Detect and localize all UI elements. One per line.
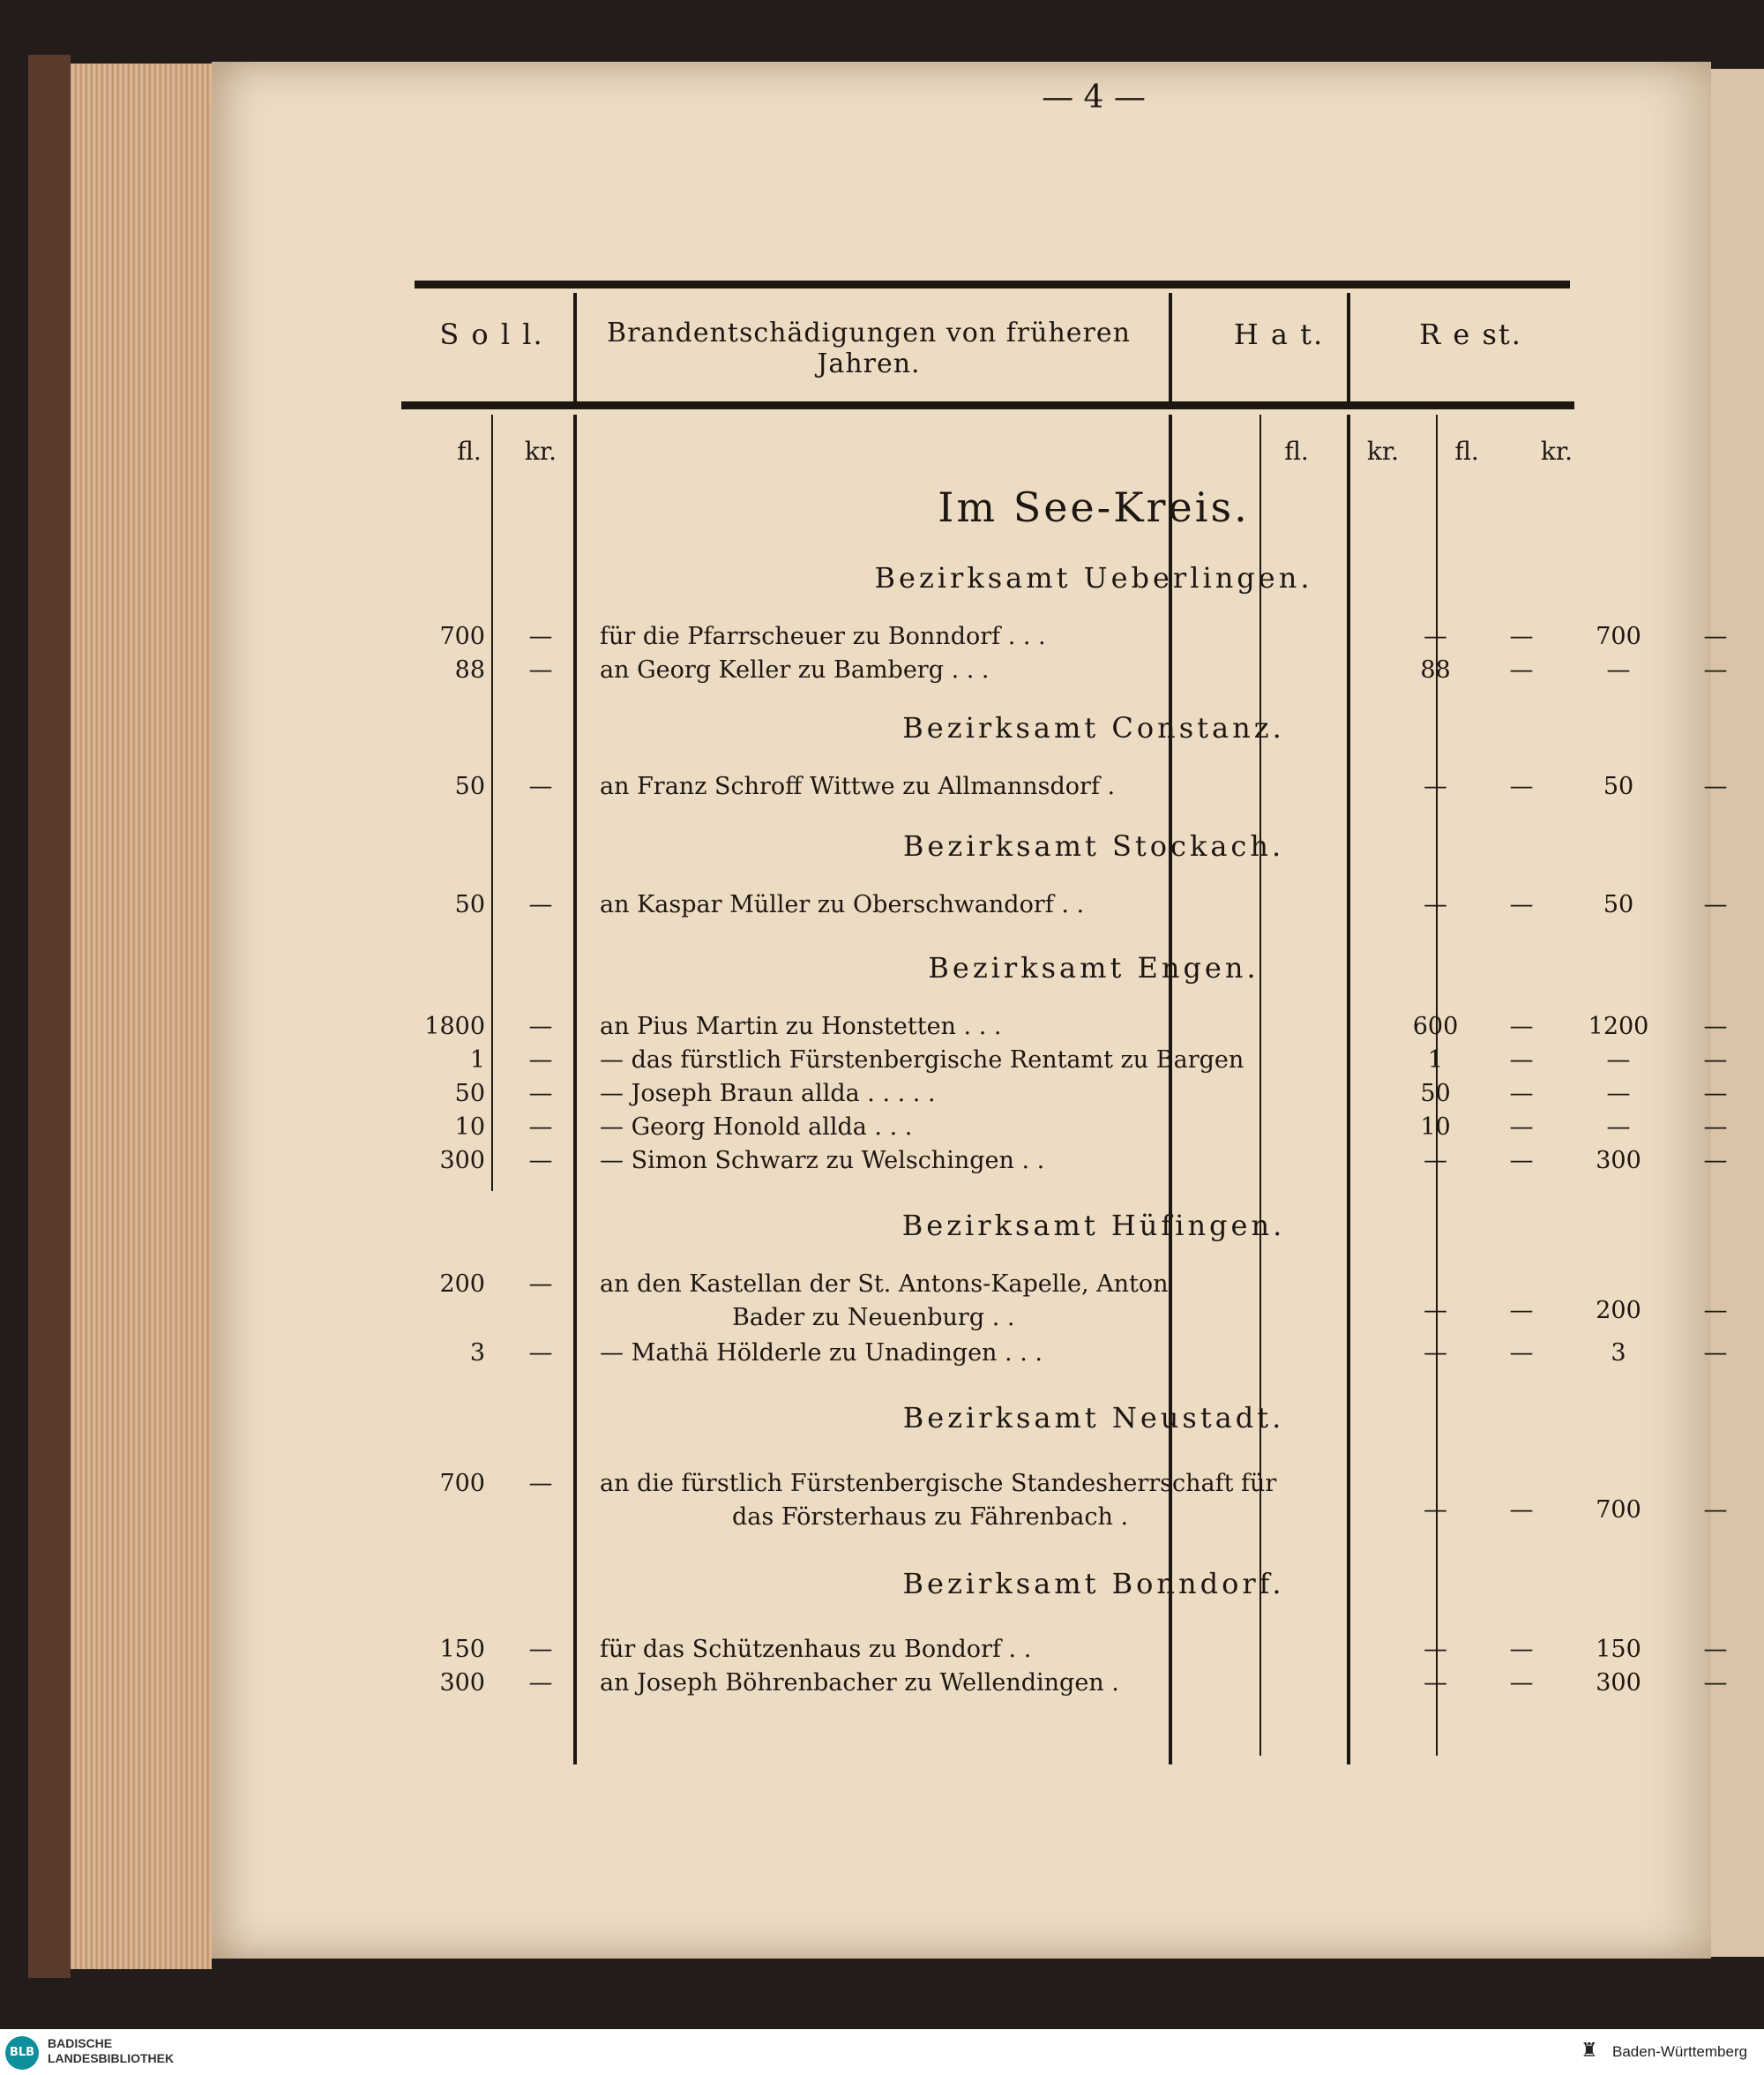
library-name-line-2: LANDESBIBLIOTHEK (48, 2051, 175, 2065)
soll-kr: — (528, 656, 553, 684)
viewer-footer (0, 2029, 1764, 2075)
library-name-line-1: BADISCHE (48, 2036, 113, 2050)
section-heading: Bezirksamt Constanz. (902, 711, 1285, 745)
header-rest: R e st. (1419, 318, 1522, 351)
soll-fl: 10 (454, 1113, 485, 1141)
rest-fl: 300 (1596, 1147, 1641, 1174)
entry-text: an Georg Keller zu Bamberg . . . (600, 656, 990, 684)
rest-kr: — (1703, 891, 1728, 918)
hat-kr: — (1509, 773, 1534, 800)
kreis-heading: Im See-Kreis. (938, 483, 1250, 531)
table-top-rule (415, 281, 1570, 288)
table-row (401, 1113, 1728, 1147)
header-divider-1 (573, 293, 577, 406)
table-row (401, 1013, 1728, 1046)
section-heading: Bezirksamt Bonndorf. (902, 1567, 1285, 1600)
hat-fl: — (1424, 1147, 1447, 1174)
soll-fl: 700 (439, 623, 485, 650)
soll-kr: — (528, 1147, 553, 1174)
page-stack-edges (71, 64, 212, 1969)
section-heading: Bezirksamt Ueberlingen. (874, 561, 1313, 595)
header-title: Brandentschädigungen von früheren Jahren. (607, 318, 1131, 379)
soll-kr: — (528, 623, 553, 650)
table-row (401, 773, 1728, 806)
rest-kr: — (1703, 656, 1728, 684)
table-row (401, 1636, 1728, 1669)
soll-kr: — (528, 1339, 553, 1367)
soll-fl: 200 (439, 1270, 485, 1298)
table-row (401, 623, 1728, 656)
table-row (401, 1046, 1728, 1080)
rest-fl: 3 (1611, 1339, 1626, 1367)
rest-kr: — (1703, 773, 1728, 800)
rest-fl: — (1606, 1080, 1631, 1107)
soll-fl: 88 (454, 656, 485, 684)
rest-kr: — (1703, 1080, 1728, 1107)
rest-fl: 700 (1596, 623, 1641, 650)
entry-text: — Mathä Hölderle zu Unadingen . . . (600, 1339, 1043, 1367)
rest-kr: — (1703, 1113, 1728, 1141)
soll-fl: 1800 (424, 1013, 485, 1040)
entry-text: an Joseph Böhrenbacher zu Wellendingen . (600, 1669, 1119, 1697)
entry-text: für das Schützenhaus zu Bondorf . . (600, 1636, 1032, 1663)
unit-rest-kr: kr. (1540, 437, 1573, 466)
entry-text: an die fürstlich Fürstenbergische Standesherrschaft für (600, 1470, 1277, 1497)
table-header-rule (401, 401, 1574, 409)
hat-kr: — (1509, 623, 1534, 650)
entry-text-continued: das Försterhaus zu Fährenbach . (732, 1503, 1129, 1531)
hat-kr: — (1509, 1297, 1534, 1324)
hat-fl: — (1424, 1669, 1447, 1697)
blb-logo-icon[interactable]: BLB (5, 2036, 39, 2070)
hat-fl: — (1424, 891, 1447, 918)
state-logo-text[interactable]: Baden-Württemberg (1612, 2043, 1748, 2060)
rest-kr: — (1703, 623, 1728, 650)
soll-kr: — (528, 1270, 553, 1298)
hat-fl: 1 (1427, 1046, 1444, 1074)
unit-hat-fl: fl. (1284, 437, 1309, 466)
hat-fl: 88 (1420, 656, 1451, 684)
hat-fl: 50 (1420, 1080, 1451, 1107)
hat-fl: — (1424, 623, 1447, 650)
rest-fl: 50 (1603, 773, 1634, 800)
hat-kr: — (1509, 1147, 1534, 1174)
soll-kr: — (528, 1013, 553, 1040)
table-row (401, 1147, 1728, 1180)
entry-text-continued: Bader zu Neuenburg . . (732, 1304, 1015, 1331)
baden-wuerttemberg-lions-icon: ♜ (1581, 2040, 1598, 2062)
section-heading: Bezirksamt Neustadt. (902, 1401, 1285, 1435)
section-heading: Bezirksamt Hüfingen. (901, 1209, 1286, 1242)
soll-fl: 50 (454, 773, 485, 800)
unit-hat-kr: kr. (1366, 437, 1400, 466)
rest-kr: — (1703, 1046, 1728, 1074)
soll-kr: — (528, 1636, 553, 1663)
rest-fl: 50 (1603, 891, 1634, 918)
entry-text: — Georg Honold allda . . . (600, 1113, 913, 1141)
hat-kr: — (1509, 1339, 1534, 1367)
page-number: — 4 — (1042, 79, 1146, 116)
section-heading: Bezirksamt Engen. (928, 951, 1259, 985)
table-row (401, 1270, 1728, 1341)
hat-fl: 10 (1420, 1113, 1451, 1141)
hat-fl: — (1424, 773, 1447, 800)
hat-kr: — (1509, 1113, 1534, 1141)
entry-text: an Kaspar Müller zu Oberschwandorf . . (600, 891, 1085, 918)
rest-kr: — (1703, 1636, 1728, 1663)
hat-kr: — (1509, 1046, 1534, 1074)
header-divider-3 (1347, 293, 1350, 406)
rest-kr: — (1703, 1496, 1728, 1524)
table-row (401, 656, 1728, 690)
soll-kr: — (528, 773, 553, 800)
rest-kr: — (1703, 1669, 1728, 1697)
soll-fl: 50 (454, 1080, 485, 1107)
entry-text: — Simon Schwarz zu Welschingen . . (600, 1147, 1045, 1174)
unit-rest-fl: fl. (1454, 437, 1479, 466)
soll-kr: — (528, 1046, 553, 1074)
table-row (401, 1470, 1728, 1540)
header-soll: S o l l. (439, 318, 544, 351)
header-divider-2 (1169, 293, 1172, 406)
header-hat: H a t. (1233, 318, 1325, 351)
rest-fl: — (1606, 656, 1631, 684)
rest-fl: 1200 (1588, 1013, 1649, 1040)
soll-fl: 150 (439, 1636, 485, 1663)
entry-text: — das fürstlich Fürstenbergische Rentamt zu Bargen (600, 1046, 1245, 1074)
entry-text: an den Kastellan der St. Antons-Kapelle, Anton (600, 1270, 1169, 1298)
soll-kr: — (528, 891, 553, 918)
table-row (401, 891, 1728, 925)
rest-kr: — (1703, 1339, 1728, 1367)
entry-text: an Franz Schroff Wittwe zu Allmannsdorf . (600, 773, 1116, 800)
hat-fl: — (1424, 1339, 1447, 1367)
rest-kr: — (1703, 1297, 1728, 1324)
library-name[interactable] (48, 2036, 174, 2066)
hat-fl: 600 (1412, 1013, 1459, 1040)
entry-text: — Joseph Braun allda . . . . . (600, 1080, 936, 1107)
entry-text: für die Pfarrscheuer zu Bonndorf . . . (600, 623, 1046, 650)
soll-kr: — (528, 1470, 553, 1497)
unit-soll-fl: fl. (457, 437, 482, 466)
rest-fl: 700 (1596, 1496, 1641, 1524)
unit-soll-kr: kr. (524, 437, 557, 466)
rest-kr: — (1703, 1013, 1728, 1040)
hat-fl: — (1424, 1636, 1447, 1663)
book-page (212, 62, 1728, 1959)
soll-fl: 300 (439, 1147, 485, 1174)
table-row (401, 1080, 1728, 1113)
hat-kr: — (1509, 1013, 1534, 1040)
section-heading: Bezirksamt Stockach. (902, 829, 1285, 863)
entry-text: an Pius Martin zu Honstetten . . . (600, 1013, 1002, 1040)
soll-kr: — (528, 1669, 553, 1697)
book-cover-edge (28, 55, 71, 1978)
soll-fl: 300 (439, 1669, 485, 1697)
rest-kr: — (1703, 1147, 1728, 1174)
rest-fl: — (1606, 1046, 1631, 1074)
hat-kr: — (1509, 1496, 1534, 1524)
soll-fl: 700 (439, 1470, 485, 1497)
soll-fl: 3 (469, 1339, 485, 1367)
hat-kr: — (1509, 1669, 1534, 1697)
soll-fl: 50 (454, 891, 485, 918)
hat-fl: — (1424, 1297, 1447, 1324)
soll-kr: — (528, 1113, 553, 1141)
rest-fl: — (1606, 1113, 1631, 1141)
soll-kr: — (528, 1080, 553, 1107)
table-row (401, 1669, 1728, 1703)
rest-fl: 300 (1596, 1669, 1641, 1697)
hat-kr: — (1509, 891, 1534, 918)
rest-fl: 200 (1596, 1297, 1641, 1324)
table-row (401, 1339, 1728, 1373)
hat-kr: — (1509, 656, 1534, 684)
soll-fl: 1 (469, 1046, 485, 1074)
hat-kr: — (1509, 1080, 1534, 1107)
hat-fl: — (1424, 1496, 1447, 1524)
hat-kr: — (1509, 1636, 1534, 1663)
rest-fl: 150 (1596, 1636, 1641, 1663)
